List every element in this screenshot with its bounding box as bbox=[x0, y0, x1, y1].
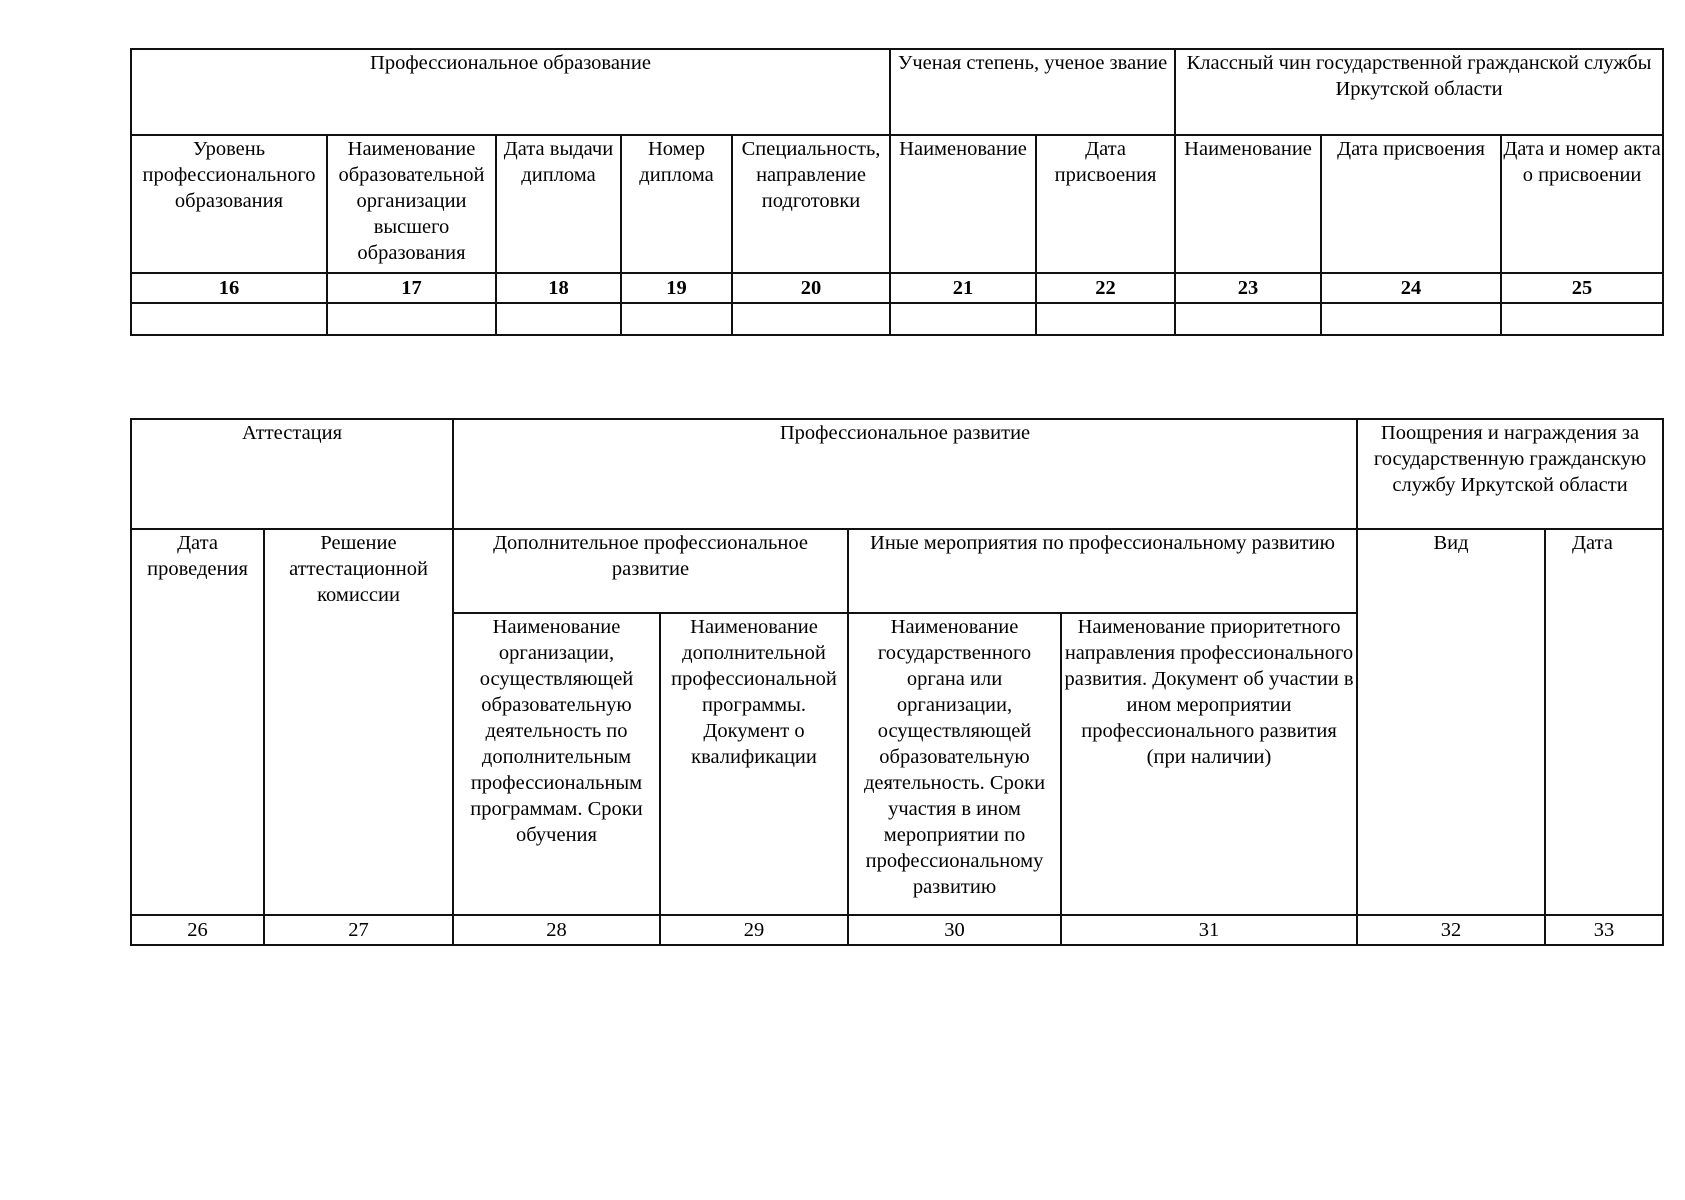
col-number: 33 bbox=[1545, 915, 1663, 945]
col-number: 22 bbox=[1036, 273, 1175, 303]
col-attestation-decision: Решение аттестационной комиссии bbox=[264, 529, 453, 915]
col-number: 17 bbox=[327, 273, 496, 303]
group-awards: Поощрения и награждения за государственную гражданскую службу Иркутской области bbox=[1357, 419, 1663, 529]
empty-cell[interactable] bbox=[1501, 303, 1663, 335]
col-number: 20 bbox=[732, 273, 890, 303]
col-number: 19 bbox=[621, 273, 732, 303]
group-civil-service-rank: Классный чин государственной гражданской службы Иркутской области bbox=[1175, 49, 1663, 135]
col-program-name: Наименование дополнительной профессиональной программы. Документ о квалификации bbox=[660, 613, 848, 915]
empty-cell[interactable] bbox=[1175, 303, 1321, 335]
col-number: 30 bbox=[848, 915, 1061, 945]
development-table bbox=[130, 418, 1664, 946]
group-professional-education: Профессиональное образование bbox=[131, 49, 890, 135]
col-degree-name: Наименование bbox=[890, 135, 1036, 273]
col-number: 23 bbox=[1175, 273, 1321, 303]
subgroup-additional-development: Дополнительное профессиональное развитие bbox=[453, 529, 848, 613]
col-diploma-date: Дата выдачи диплома bbox=[496, 135, 621, 273]
empty-cell[interactable] bbox=[327, 303, 496, 335]
group-academic-degree: Ученая степень, ученое звание bbox=[890, 49, 1175, 135]
col-specialty: Специальность, направление подготовки bbox=[732, 135, 890, 273]
col-number: 29 bbox=[660, 915, 848, 945]
empty-cell[interactable] bbox=[732, 303, 890, 335]
col-rank-date: Дата присвоения bbox=[1321, 135, 1501, 273]
col-number: 21 bbox=[890, 273, 1036, 303]
col-number: 18 bbox=[496, 273, 621, 303]
empty-cell[interactable] bbox=[1036, 303, 1175, 335]
col-award-type: Вид bbox=[1357, 529, 1545, 915]
col-award-date: Дата bbox=[1545, 529, 1663, 915]
col-education-level: Уровень профессионального образования bbox=[131, 135, 327, 273]
empty-cell[interactable] bbox=[496, 303, 621, 335]
col-priority-direction: Наименование приоритетного направления профессионального развития. Документ об участии в ином мероприятии профессионального развития (при наличии) bbox=[1061, 613, 1357, 915]
col-rank-name: Наименование bbox=[1175, 135, 1321, 273]
empty-cell[interactable] bbox=[1321, 303, 1501, 335]
col-attestation-date: Дата проведения bbox=[131, 529, 264, 915]
education-table bbox=[130, 48, 1664, 336]
empty-data-row bbox=[131, 303, 1663, 335]
col-rank-act: Дата и номер акта о присвоении bbox=[1501, 135, 1663, 273]
subgroup-other-activities: Иные мероприятия по профессиональному развитию bbox=[848, 529, 1357, 613]
col-number: 25 bbox=[1501, 273, 1663, 303]
empty-cell[interactable] bbox=[890, 303, 1036, 335]
col-number: 27 bbox=[264, 915, 453, 945]
empty-cell[interactable] bbox=[621, 303, 732, 335]
group-professional-development: Профессиональное развитие bbox=[453, 419, 1357, 529]
col-degree-date: Дата присвоения bbox=[1036, 135, 1175, 273]
empty-cell[interactable] bbox=[131, 303, 327, 335]
col-number: 32 bbox=[1357, 915, 1545, 945]
col-number: 26 bbox=[131, 915, 264, 945]
col-diploma-number: Номер диплома bbox=[621, 135, 732, 273]
col-state-body: Наименование государственного органа или организации, осуществляющей образовательную деятельность. Сроки участия в ином мероприятии по профессиональному развитию bbox=[848, 613, 1061, 915]
col-organization-programs: Наименование организации, осуществляющей образовательную деятельность по дополнительным профессиональным программам. Сроки обучения bbox=[453, 613, 660, 915]
col-number: 24 bbox=[1321, 273, 1501, 303]
col-number: 16 bbox=[131, 273, 327, 303]
group-attestation: Аттестация bbox=[131, 419, 453, 529]
col-institution-name: Наименование образовательной организации высшего образования bbox=[327, 135, 496, 273]
col-number: 28 bbox=[453, 915, 660, 945]
col-number: 31 bbox=[1061, 915, 1357, 945]
